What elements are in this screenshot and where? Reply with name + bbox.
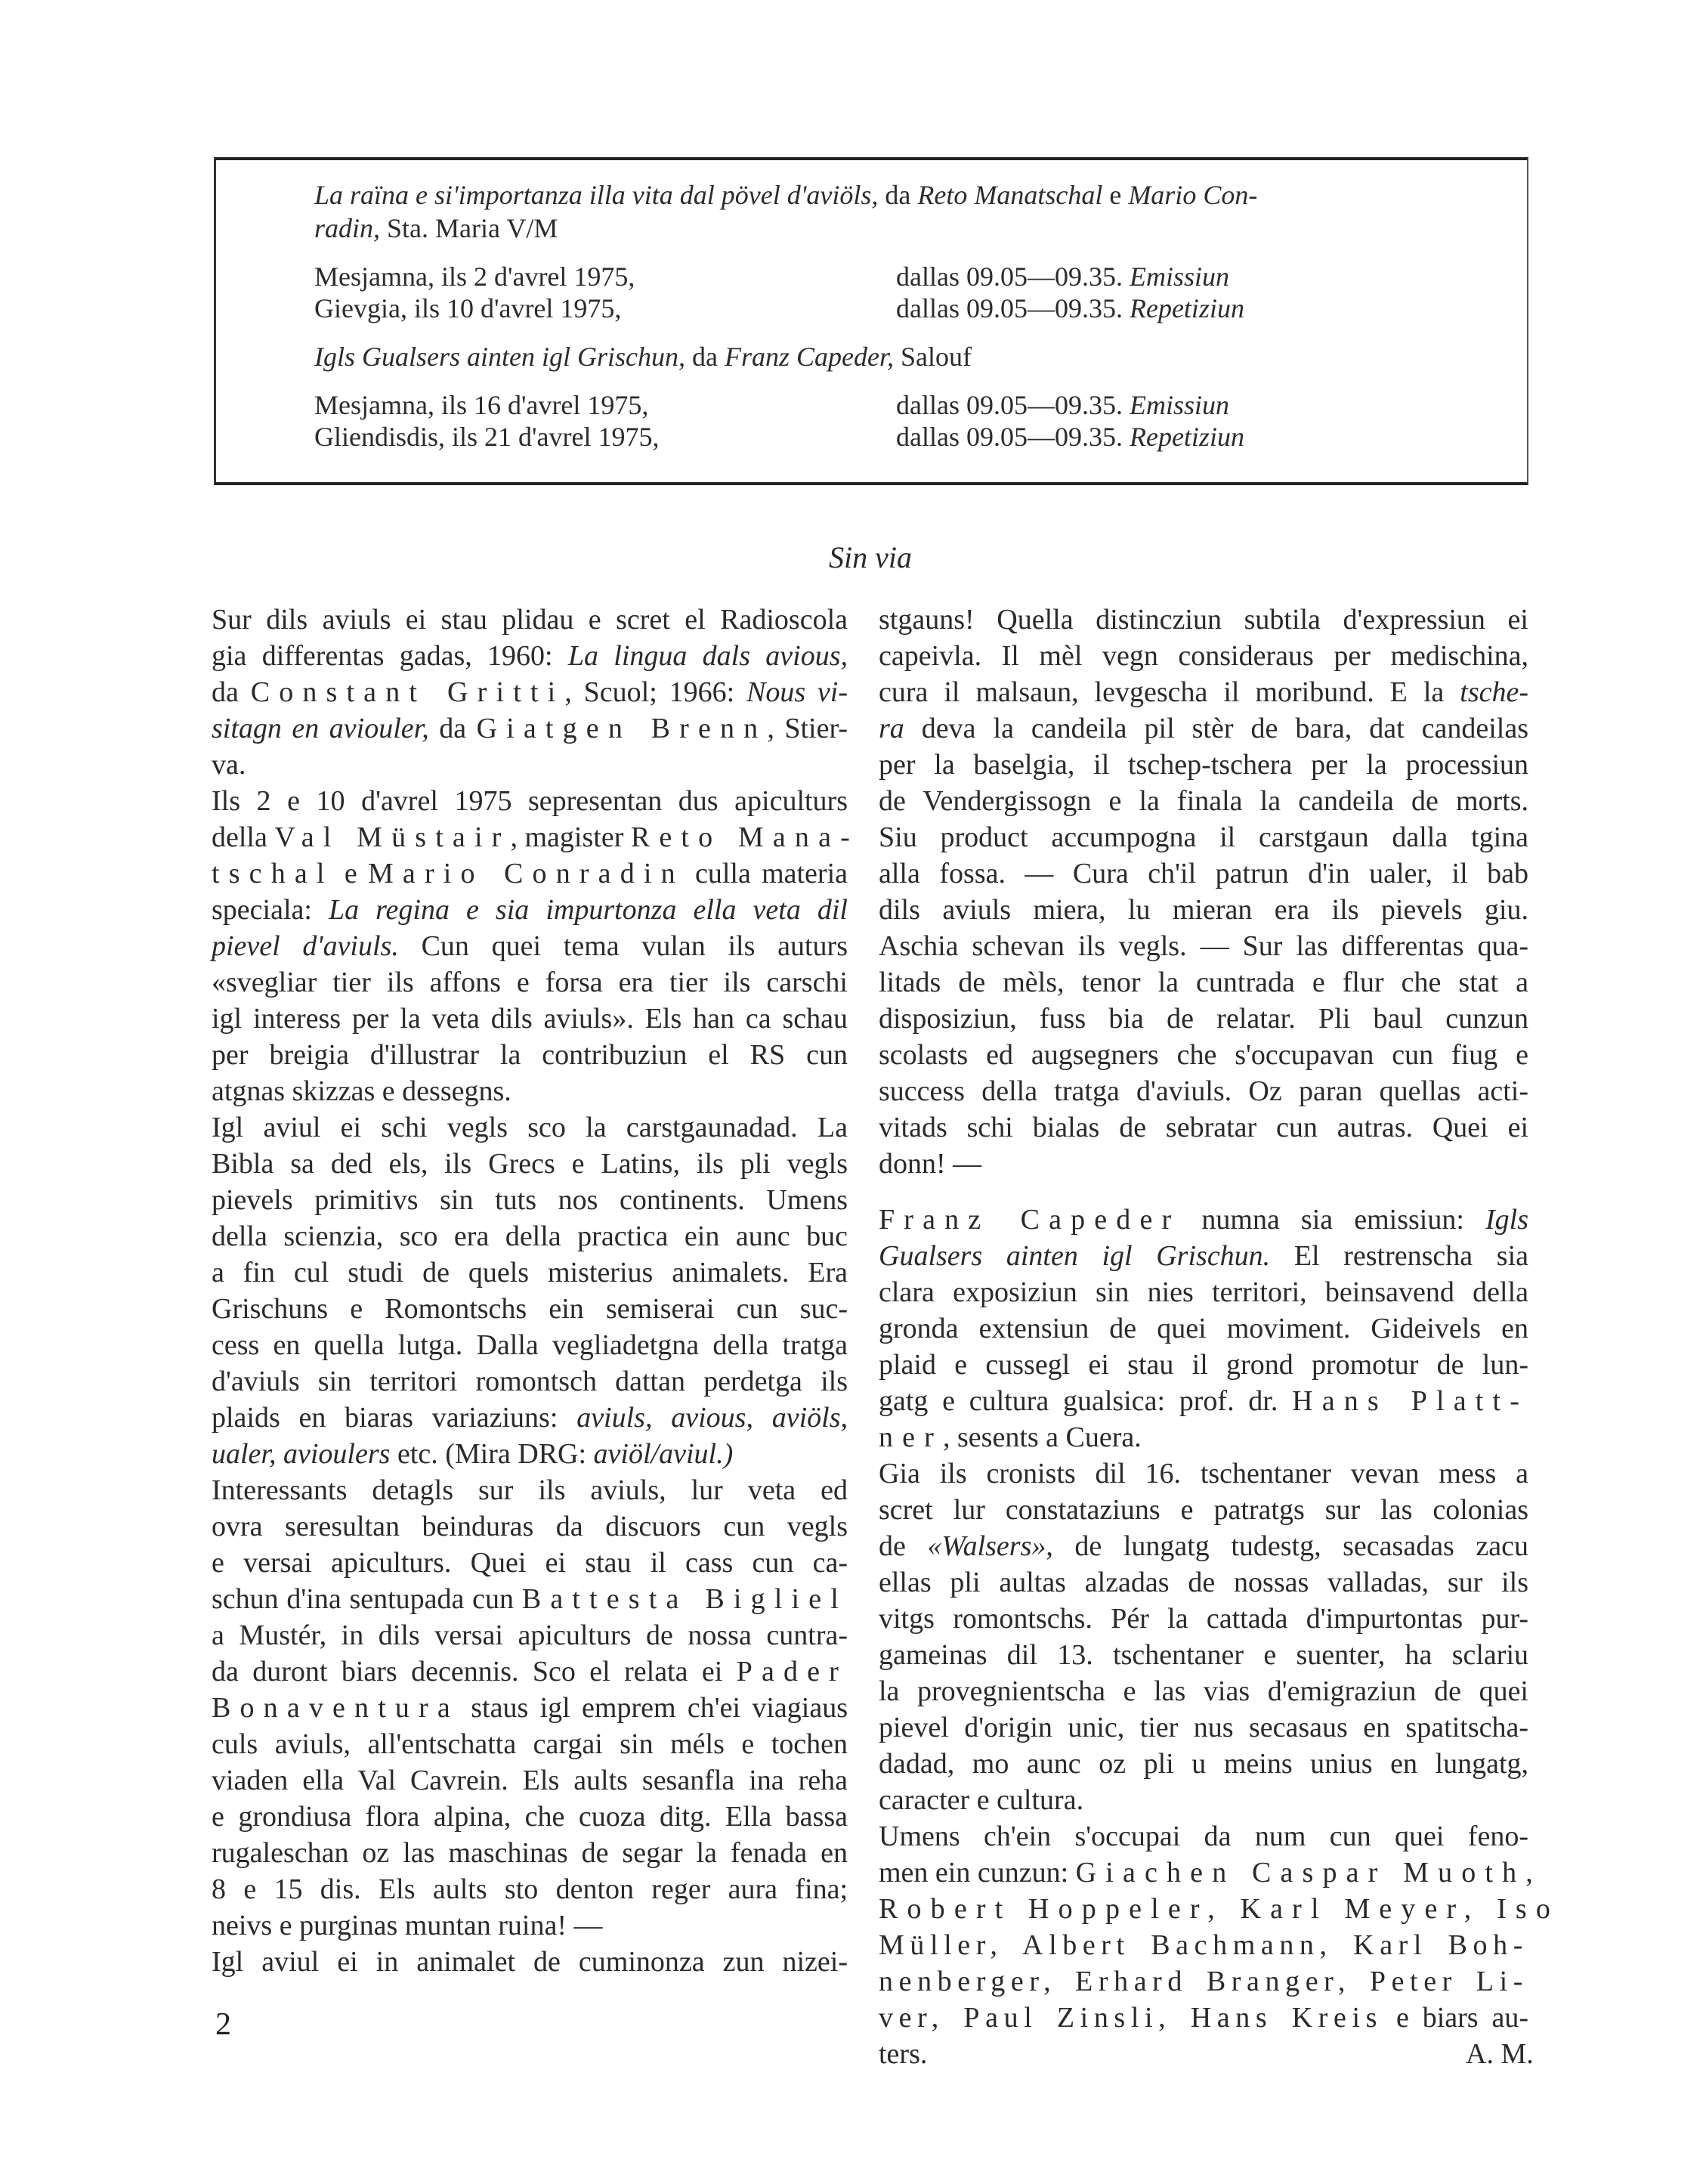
text-run: deva la candeila pil stèr de bara, dat candeilas xyxy=(904,713,1528,744)
program1-author2-part1: Mario Con- xyxy=(1128,180,1258,210)
spaced-name: Giatgen Brenn xyxy=(476,713,768,744)
text-line: success della tratga d'aviuls. Oz paran quellas acti- xyxy=(879,1075,1528,1107)
text-line: Müller, Albert Bachmann, Karl Boh- xyxy=(879,1929,1528,1961)
program1-time-1 xyxy=(896,261,1229,292)
text-line xyxy=(212,639,848,673)
text-run: , Scuol; 1966: xyxy=(564,676,746,708)
program2-by: da xyxy=(685,342,725,372)
text-line xyxy=(879,2001,1528,2034)
italic-title: Gualsers ainten igl Grischun. xyxy=(879,1240,1271,1272)
page-number: 2 xyxy=(215,2007,231,2042)
time-value: dallas 09.05—09.35. xyxy=(896,293,1123,323)
spaced-name: Hans Platt- xyxy=(1292,1385,1529,1417)
time-value: dallas 09.05—09.35. xyxy=(896,390,1123,420)
spaced-name: Mario Conradin xyxy=(367,858,685,889)
italic-title: Nous vi- xyxy=(746,676,848,708)
italic-term: «Walsers» xyxy=(927,1530,1046,1562)
program2-author: Franz Capeder, xyxy=(724,342,894,372)
text-run: , de lungatg tudestg, secasadas zacu xyxy=(1046,1530,1528,1562)
text-line xyxy=(212,857,848,890)
text-line xyxy=(879,1384,1528,1418)
italic-term: ualer, avioulers xyxy=(212,1438,391,1470)
author-signature: A. M. xyxy=(1466,2038,1534,2070)
text-line: clara exposiziun sin nies territori, beinsavend della xyxy=(879,1276,1528,1308)
text-line: Sur dils aviuls ei stau plidau e scret el Radioscola xyxy=(212,604,848,636)
text-line: capeivla. Il mèl vegn consideraus per medischina, xyxy=(879,640,1528,672)
time-value: dallas 09.05—09.35. xyxy=(896,261,1123,292)
article-title: Sin via xyxy=(829,540,912,574)
program2-date-2: Gliendisdis, ils 21 d'avrel 1975, xyxy=(314,422,660,452)
text-line: alla fossa. — Cura ch'il patrun d'in ualer, il bab xyxy=(879,858,1528,889)
text-run: da xyxy=(212,676,251,708)
text-run: etc. (Mira DRG: xyxy=(390,1438,594,1470)
spaced-name: ver, Paul Zinsli, Hans Kreis xyxy=(879,2002,1383,2034)
program1-title: La raïna e si'importanza illa vita dal pövel d'aviöls, xyxy=(314,180,879,210)
program1-date-1: Mesjamna, ils 2 d'avrel 1975, xyxy=(314,261,635,292)
text-run: gia differentas gadas, 1960: xyxy=(212,640,568,672)
spaced-name: Pader xyxy=(736,1656,848,1687)
italic-term: tsche- xyxy=(1460,676,1528,708)
italic-title: La regina e sia impurtonza ella veta dil xyxy=(328,894,848,926)
program1-heading xyxy=(314,180,1257,210)
text-line: Aschia schevan ils vegls. — Sur las differentas qua- xyxy=(879,930,1528,962)
text-line: Igl aviul ei in animalet de cuminonza zun nizei- xyxy=(212,1946,848,1978)
text-run: , sesents a Cuera. xyxy=(943,1421,1142,1453)
text-run: della xyxy=(212,821,275,853)
italic-title: La lingua dals avious, xyxy=(567,640,848,672)
text-line xyxy=(879,1530,1528,1563)
broadcast-type: Emissiun xyxy=(1129,390,1229,420)
text-run: El restrenscha sia xyxy=(1270,1240,1528,1272)
broadcast-type: Repetiziun xyxy=(1129,293,1244,323)
text-line: a Mustér, in dils versai apiculturs de nossa cuntra- xyxy=(212,1619,848,1651)
text-line xyxy=(212,676,848,709)
italic-term: aviuls, avious, aviöls, xyxy=(576,1402,848,1434)
program2-heading xyxy=(314,342,972,372)
text-line: a fin cul studi de quels misterius animalets. Era xyxy=(212,1257,848,1288)
program1-time-2 xyxy=(896,293,1244,323)
text-line xyxy=(879,712,1528,745)
text-line xyxy=(212,1437,848,1471)
text-line: Robert Hoppeler, Karl Meyer, Iso xyxy=(879,1893,1560,1925)
text-run: speciala: xyxy=(212,894,329,926)
spaced-name: Constant Gritti xyxy=(250,676,565,708)
text-line: vitgs romontschs. Pér la cattada d'impurtontas pur- xyxy=(879,1603,1528,1635)
italic-term: aviöl/aviul.) xyxy=(593,1438,734,1470)
text-line: per la baselgia, il tschep-tschera per la processiun xyxy=(879,749,1528,781)
spaced-name: Reto Mana- xyxy=(630,821,859,853)
text-line: gameinas dil 13. tschentaner e suenter, ha sclariu xyxy=(879,1639,1528,1671)
text-run: numna sia emissiun: xyxy=(1180,1204,1485,1236)
text-line xyxy=(879,1239,1528,1273)
program1-author1: Reto Manatschal xyxy=(917,180,1103,210)
text-line: la provegnientscha e las vias d'emigraziun de quei xyxy=(879,1675,1528,1707)
text-line: Gia ils cronists dil 16. tschentaner vevan mess a xyxy=(879,1458,1528,1490)
broadcast-type: Repetiziun xyxy=(1129,422,1244,452)
text-line xyxy=(212,1582,848,1616)
text-line: Interessants detagls sur ils aviuls, lur veta ed xyxy=(212,1474,848,1506)
text-line: nenberger, Erhard Branger, Peter Li- xyxy=(879,1966,1528,1997)
text-line: culs aviuls, all'entschatta cargai sin méls e tochen xyxy=(212,1728,848,1760)
text-line: per breigia d'illustrar la contribuziun el RS cun xyxy=(212,1039,848,1071)
text-line: della scienzia, sco era della practica ein aunc buc xyxy=(212,1220,848,1252)
text-run: e biars au- xyxy=(1383,2002,1528,2034)
text-run: de xyxy=(879,1530,928,1562)
text-line: gronda extensiun de quei moviment. Gideivels en xyxy=(879,1313,1528,1344)
text-line: atgnas skizzas e dessegns. xyxy=(212,1075,511,1107)
text-run: e xyxy=(333,858,368,889)
time-value: dallas 09.05—09.35. xyxy=(896,422,1123,452)
text-run: , Stier- xyxy=(767,713,848,744)
italic-term: ra xyxy=(879,713,904,744)
text-line xyxy=(212,1691,848,1725)
program1-place: Sta. Maria V/M xyxy=(380,213,558,243)
text-line: Grischuns e Romontschs ein semiserai cun suc- xyxy=(212,1293,848,1325)
text-run: cura il malsaun, levgescha il moribund. E la xyxy=(879,676,1460,708)
broadcast-type: Emissiun xyxy=(1129,261,1229,292)
text-run: da xyxy=(428,713,477,744)
text-line: scret lur constataziuns e patratgs sur las colonias xyxy=(879,1494,1528,1526)
text-line: ovra seresultan beinduras da discuors cun vegls xyxy=(212,1511,848,1542)
spaced-name: ner xyxy=(879,1421,944,1453)
text-line: stgauns! Quella distincziun subtila d'expressiun ei xyxy=(879,604,1528,636)
text-line: donn! — xyxy=(879,1148,982,1180)
italic-title: sitagn en aviouler, xyxy=(212,713,429,744)
text-line xyxy=(212,821,859,854)
program1-heading-cont xyxy=(314,213,558,243)
text-line: Siu product accumpogna il carstgaun dalla tgina xyxy=(879,821,1528,853)
program1-author2-part2: radin, xyxy=(314,213,381,243)
text-line xyxy=(212,1655,848,1688)
text-run: Cun quei tema vulan ils auturs xyxy=(398,930,848,962)
text-line: e versai apiculturs. Quei ei stau il cass cun ca- xyxy=(212,1547,848,1579)
text-line: igl interess per la veta dils aviuls». Els han ca schau xyxy=(212,1003,848,1035)
text-run: plaids en biaras variaziuns: xyxy=(212,1402,577,1434)
text-line: vitads schi bialas de sebratar cun autras. Quei ei xyxy=(879,1112,1528,1143)
text-run: schun d'ina sentupada cun xyxy=(212,1583,522,1615)
text-line: ellas pli aultas alzadas de nossas valladas, sur ils xyxy=(879,1567,1528,1598)
text-run: culla materia xyxy=(684,858,848,889)
spaced-name: Bonaventura xyxy=(212,1692,459,1724)
spaced-name: Battesta Bigliel xyxy=(521,1583,848,1615)
text-line: Bibla sa ded els, ils Grecs e Latins, ils pli vegls xyxy=(212,1148,848,1180)
text-line: caracter e cultura. xyxy=(879,1784,1084,1816)
program1-by: da xyxy=(878,180,918,210)
text-line: pievel d'origin unic, tier nus secasaus en spatitscha- xyxy=(879,1712,1528,1743)
spaced-name: Val Müstair xyxy=(274,821,511,853)
text-line xyxy=(879,1856,1542,1889)
text-line xyxy=(212,1401,848,1434)
spaced-name: Giachen Caspar Muoth, xyxy=(1075,1857,1542,1889)
text-line: de Vendergissogn e la finala la candeila de morts. xyxy=(879,785,1528,817)
program2-title: Igls Gualsers ainten igl Grischun, xyxy=(314,342,685,372)
text-run: gatg e cultura gualsica: prof. dr. xyxy=(879,1385,1293,1417)
text-line: Ils 2 e 10 d'avrel 1975 sepresentan dus apiculturs xyxy=(212,785,848,817)
text-line xyxy=(879,676,1528,709)
text-line: scolasts ed augsegners che s'occupavan cun fiug e xyxy=(879,1039,1528,1071)
spaced-name: Franz Capeder xyxy=(879,1204,1181,1236)
text-line: viaden ella Val Cavrein. Els aults sesanfla ina reha xyxy=(212,1765,848,1796)
text-line xyxy=(879,1421,1528,1454)
text-line xyxy=(212,712,848,745)
text-line: pievels primitivs sin tuts nos continents. Umens xyxy=(212,1184,848,1216)
text-line: e grondiusa flora alpina, che cuoza ditg. Ella bassa xyxy=(212,1801,848,1833)
text-line xyxy=(879,1203,1528,1236)
italic-title: pievel d'aviuls. xyxy=(212,930,399,962)
program2-time-1 xyxy=(896,390,1229,420)
text-line: «svegliar tier ils affons e forsa era tier ils carschi xyxy=(212,967,848,998)
text-line xyxy=(212,930,848,963)
spaced-name: tschal xyxy=(212,858,334,889)
text-line: va. xyxy=(212,749,246,781)
text-run: men ein cunzun: xyxy=(879,1857,1076,1889)
text-run: da duront biars decennis. Sco el relata ei xyxy=(212,1656,737,1687)
text-line: d'aviuls sin territori romontsch dattan perdetga ils xyxy=(212,1366,848,1397)
program2-date-1: Mesjamna, ils 16 d'avrel 1975, xyxy=(314,390,649,420)
program1-date-2: Gievgia, ils 10 d'avrel 1975, xyxy=(314,293,622,323)
italic-title: Igls xyxy=(1485,1204,1528,1236)
text-line: Umens ch'ein s'occupai da num cun quei feno- xyxy=(879,1821,1528,1852)
text-line: 8 e 15 dis. Els aults sto denton reger aura fina; xyxy=(212,1873,848,1905)
text-line: cess en quella lutga. Dalla vegliadetgna della tratga xyxy=(212,1329,848,1361)
text-line: litads de mèls, tenor la cuntrada e flur che stat a xyxy=(879,967,1528,998)
text-line: ters. xyxy=(879,2038,928,2070)
text-line: plaid e cussegl ei stau il grond promotur de lun- xyxy=(879,1349,1528,1381)
text-line: disposiziun, fuss bia de relatar. Pli baul cunzun xyxy=(879,1003,1528,1035)
program2-place: Salouf xyxy=(893,342,972,372)
text-line: dils aviuls miera, lu mieran era ils pievels giu. xyxy=(879,894,1528,926)
text-line: rugaleschan oz las maschinas de segar la fenada en xyxy=(212,1837,848,1869)
text-line xyxy=(212,893,848,926)
text-line: neivs e purginas muntan ruina! — xyxy=(212,1910,603,1941)
text-run: staus igl emprem ch'ei viagiaus xyxy=(459,1692,848,1724)
program2-time-2 xyxy=(896,422,1244,452)
text-run: , magister xyxy=(510,821,631,853)
text-line: dadad, mo aunc oz pli u meins unius en lungatg, xyxy=(879,1748,1528,1780)
program1-and: e xyxy=(1102,180,1129,210)
text-line: Igl aviul ei schi vegls sco la carstgaunadad. La xyxy=(212,1112,848,1143)
